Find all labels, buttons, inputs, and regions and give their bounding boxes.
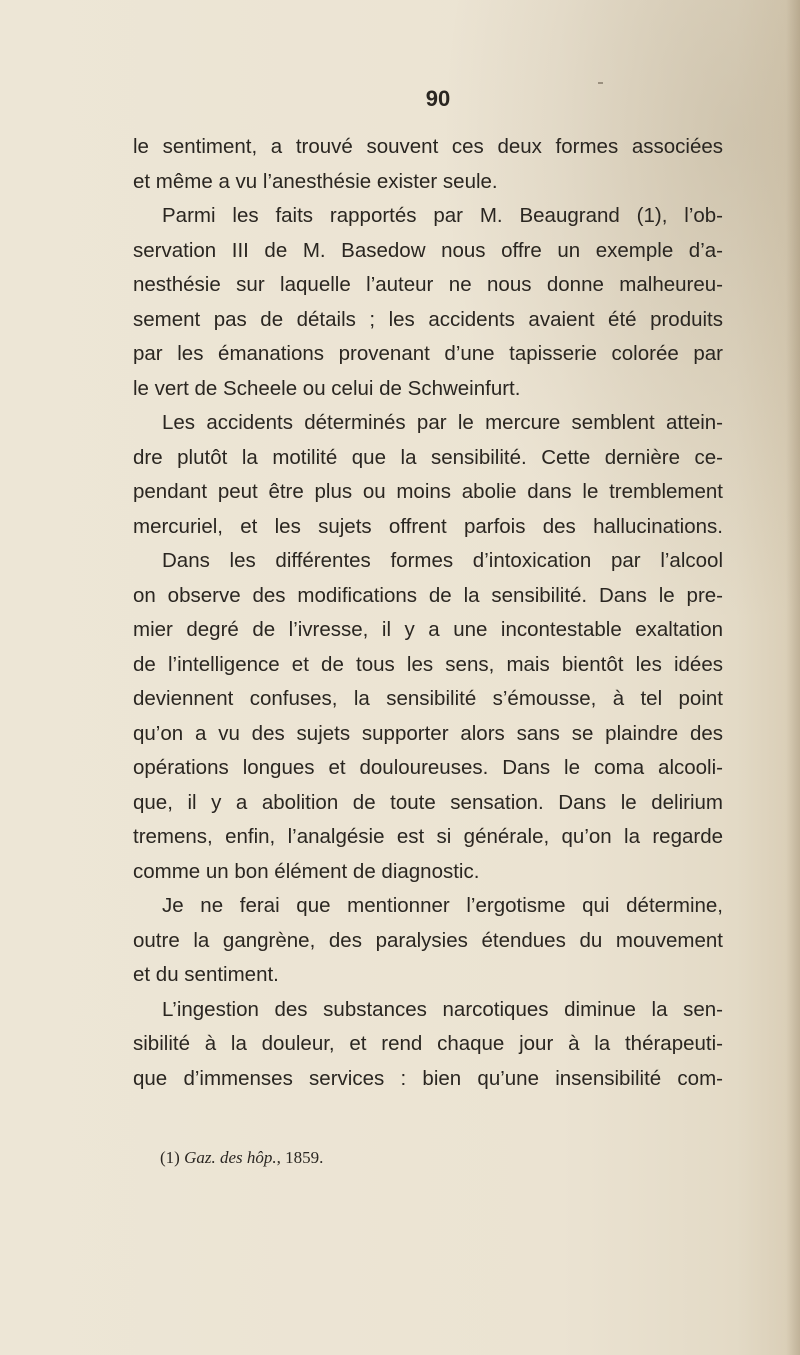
text-line: Parmi les faits rapportés par M. Beaugrand (1), l’ob- <box>162 204 723 227</box>
text-line: sement pas de détails ; les accidents avaient été produits <box>133 307 723 331</box>
text-line: L’ingestion des substances narcotiques diminue la sen- <box>162 997 723 1021</box>
text-line: mercuriel, et les sujets offrent parfois des hallucinations. <box>133 514 723 538</box>
page-number: 90 <box>425 86 451 111</box>
text-line: on observe des modifications de la sensibilité. Dans le pre- <box>133 583 723 607</box>
text-line: deviennent confuses, la sensibilité s’émousse, à tel point <box>133 687 723 710</box>
text-line: que, il y a abolition de toute sensation. Dans le delirium <box>133 790 723 814</box>
text-line: sibilité à la douleur, et rend chaque jour à la thérapeuti- <box>133 1032 723 1055</box>
text-line: nesthésie sur laquelle l’auteur ne nous donne malheureu- <box>133 273 723 296</box>
text-line: outre la gangrène, des paralysies étendues du mouvement <box>133 928 723 952</box>
footnote <box>160 1148 323 1168</box>
text-line: Je ne ferai que mentionner l’ergotisme qui détermine, <box>162 894 723 917</box>
footnote-year: , 1859. <box>276 1148 324 1167</box>
text-line: que d’immenses services : bien qu’une insensibilité com- <box>133 1066 723 1090</box>
text-line: Les accidents déterminés par le mercure semblent attein- <box>162 411 723 434</box>
text-line: pendant peut être plus ou moins abolie dans le tremblement <box>133 480 723 503</box>
text-line: opérations longues et douloureuses. Dans le coma alcooli- <box>133 756 723 779</box>
print-mark <box>598 82 603 84</box>
text-line: servation III de M. Basedow nous offre un exemple d’a- <box>133 238 723 262</box>
footnote-source: Gaz. des hôp. <box>184 1148 277 1167</box>
text-line: par les émanations provenant d’une tapisserie colorée par <box>133 342 723 365</box>
text-line: Dans les différentes formes d’intoxication par l’alcool <box>162 549 723 572</box>
text-line: qu’on a vu des sujets supporter alors sans se plaindre des <box>133 721 723 745</box>
text-line: le vert de Scheele ou celui de Schweinfurt. <box>133 376 521 400</box>
page-gutter-shadow <box>786 0 800 1355</box>
text-line: comme un bon élément de diagnostic. <box>133 859 480 883</box>
text-line: et du sentiment. <box>133 963 279 986</box>
footnote-marker: (1) <box>160 1148 180 1167</box>
text-line: et même a vu l’anesthésie exister seule. <box>133 169 498 193</box>
body-text <box>133 130 723 1096</box>
text-line: le sentiment, a trouvé souvent ces deux formes associées <box>133 135 723 158</box>
text-line: tremens, enfin, l’analgésie est si générale, qu’on la regarde <box>133 825 723 848</box>
text-line: dre plutôt la motilité que la sensibilité. Cette dernière ce- <box>133 445 723 469</box>
text-line: mier degré de l’ivresse, il y a une incontestable exaltation <box>133 618 723 641</box>
text-line: de l’intelligence et de tous les sens, mais bientôt les idées <box>133 652 723 676</box>
